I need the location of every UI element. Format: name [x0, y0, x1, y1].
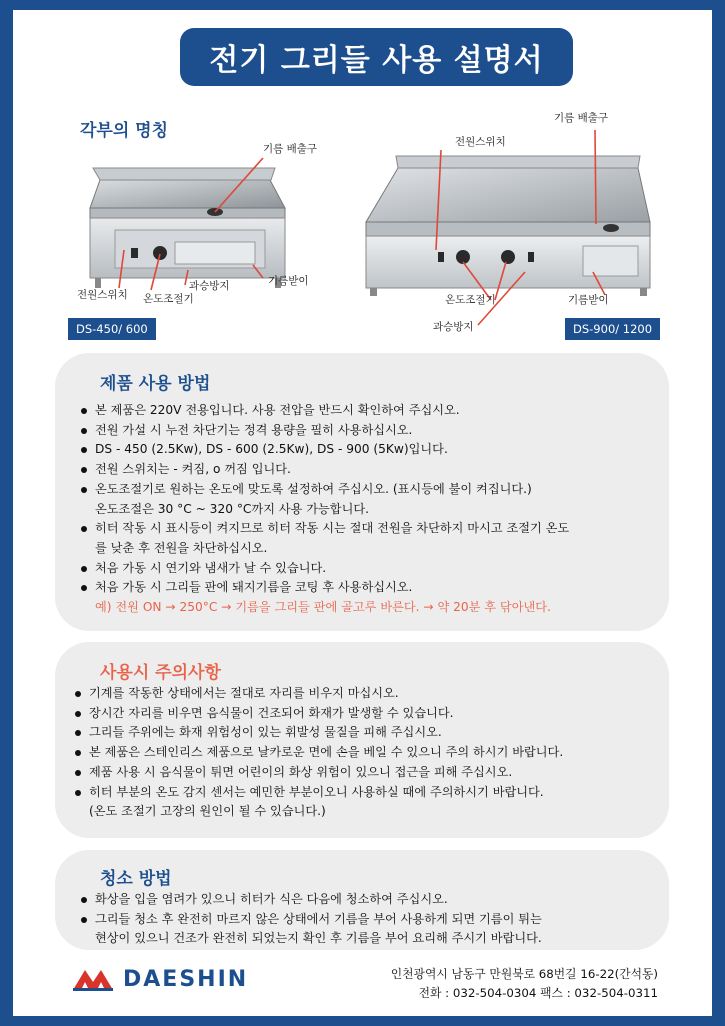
list-item: 기계를 작동한 상태에서는 절대로 자리를 비우지 마십시오.	[73, 684, 663, 704]
list-item: 를 낮춘 후 전원을 차단하십시오.	[95, 540, 268, 555]
footer-contact	[391, 965, 658, 1003]
page-title: 전기 그리들 사용 설명서	[180, 28, 573, 86]
list-item: 온도조절은 30 °C ~ 320 °C까지 사용 가능합니다.	[95, 501, 370, 516]
caution-heading: 사용시 주의사항	[100, 663, 221, 683]
caution-list	[73, 684, 663, 822]
small-model-tag: DS-450/ 600	[68, 318, 156, 340]
footer-address: 인천광역시 남동구 만원북로 68번길 16-22(간석동)	[390, 967, 658, 981]
list-item: 화상을 입을 염려가 있으니 히터가 식은 다음에 청소하여 주십시오.	[79, 890, 664, 910]
list-item: 장시간 자리를 비우면 음식물이 건조되어 화재가 발생할 수 있습니다.	[73, 704, 663, 724]
small-label-oil-tray: 기름받이	[268, 275, 309, 287]
list-item: 처음 가동 시 그리들 판에 돼지기름을 코팅 후 사용하십시오.	[79, 578, 659, 598]
cleaning-section	[55, 850, 669, 950]
daeshin-logo-icon	[71, 966, 115, 992]
footer-phone-fax: 전화 : 032-504-0304 팩스 : 032-504-0311	[418, 986, 658, 1000]
small-label-thermostat: 온도조절기	[143, 293, 194, 305]
list-item: 히터 부분의 온도 감지 센서는 예민한 부분이오니 사용하실 때에 주의하시기 바랍니다.	[73, 783, 663, 803]
small-label-oil-outlet: 기름 배출구	[263, 143, 318, 155]
list-item: (온도 조절기 고장의 원인이 될 수 있습니다.)	[89, 804, 326, 819]
list-item: 본 제품은 220V 전용입니다. 사용 전압을 반드시 확인하여 주십시오.	[79, 401, 659, 421]
list-item: 현상이 있으니 건조가 완전히 되었는지 확인 후 기름을 부어 요리해 주시기 바랍니다.	[95, 931, 542, 946]
parts-heading: 각부의 명칭	[80, 121, 169, 141]
cleaning-list	[79, 890, 664, 949]
footer-logo	[71, 966, 248, 992]
manual-page	[13, 10, 712, 1016]
list-item: 본 제품은 스테인리스 제품으로 날카로운 면에 손을 베일 수 있으니 주의 하시기 바랍니다.	[73, 743, 663, 763]
large-label-oil-outlet: 기름 배출구	[554, 112, 609, 124]
list-item: 히터 작동 시 표시등이 켜지므로 히터 작동 시는 절대 전원을 차단하지 마시고 조절기 온도	[79, 519, 659, 539]
large-label-thermostat: 온도조절기	[445, 294, 496, 306]
example-note: 예) 전원 ON → 250°C → 기름을 그리들 판에 골고루 바른다. → 약 20분 후 닦아낸다.	[95, 600, 551, 615]
brand-name: DAESHIN	[123, 966, 249, 992]
cleaning-heading: 청소 방법	[100, 869, 172, 889]
list-item: 전원 스위치는 - 켜짐, o 꺼짐 입니다.	[79, 460, 659, 480]
list-item: 온도조절기로 원하는 온도에 맞도록 설정하여 주십시오. (표시등에 불이 켜집니다.)	[79, 480, 659, 500]
usage-list	[79, 401, 659, 618]
large-label-oil-tray: 기름받이	[568, 294, 609, 306]
list-item: DS - 450 (2.5Kw), DS - 600 (2.5Kw), DS - 900 (5Kw)입니다.	[79, 440, 659, 460]
large-label-overheat: 과승방지	[433, 321, 474, 333]
small-label-overheat: 과승방지	[189, 280, 230, 292]
small-label-power-switch: 전원스위치	[77, 289, 128, 301]
large-model-tag: DS-900/ 1200	[565, 318, 660, 340]
list-item: 전원 가설 시 누전 차단기는 정격 용량을 필히 사용하십시오.	[79, 421, 659, 441]
list-item: 제품 사용 시 음식물이 튀면 어린이의 화상 위험이 있으니 접근을 피해 주십시오.	[73, 763, 663, 783]
usage-heading: 제품 사용 방법	[100, 374, 211, 394]
list-item: 그리들 주위에는 화재 위험성이 있는 휘발성 물질을 피해 주십시오.	[73, 723, 663, 743]
large-label-power-switch: 전원스위치	[455, 136, 506, 148]
list-item: 그리들 청소 후 완전히 마르지 않은 상태에서 기름을 부어 사용하게 되면 기름이 튀는	[79, 910, 664, 930]
caution-section	[55, 642, 669, 838]
list-item: 처음 가동 시 연기와 냄새가 날 수 있습니다.	[79, 559, 659, 579]
usage-section	[55, 353, 669, 631]
